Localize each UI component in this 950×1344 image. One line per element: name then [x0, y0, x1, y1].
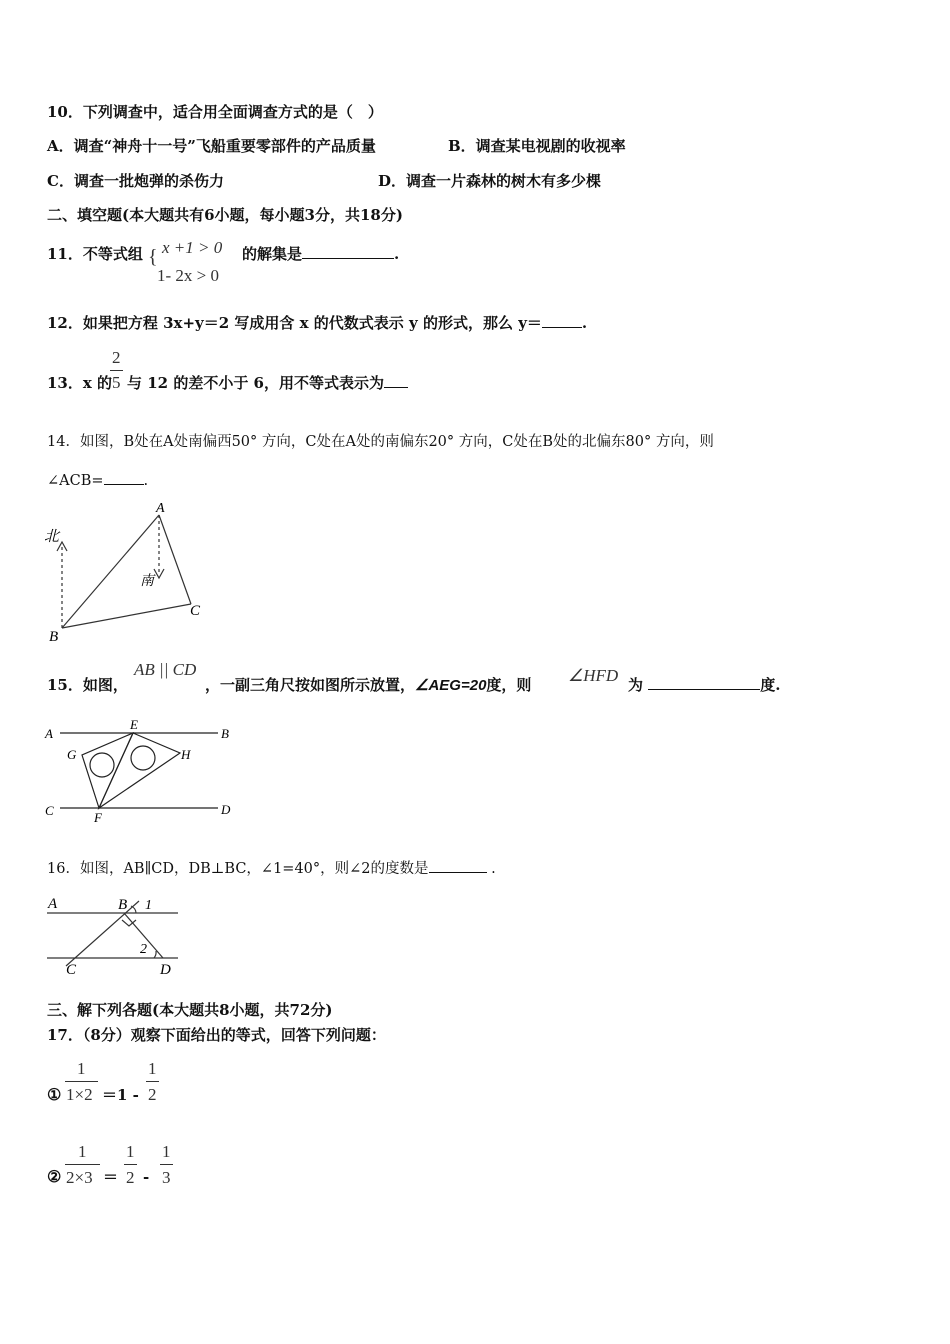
q17-eq2-bar-2: [160, 1164, 173, 1165]
q17-eq2-equals: ＝: [103, 1168, 119, 1186]
q12-text: 12．如果把方程 3x+y＝2 写成用含 x 的代数式表示 y 的形式，那么 y＝: [47, 314, 542, 332]
q12-line: 12．如果把方程 3x+y＝2 写成用含 x 的代数式表示 y 的形式，那么 y＝ .: [47, 314, 588, 332]
q17-eq2-bar-1: [124, 1164, 137, 1165]
q15-label-d: D: [221, 802, 231, 817]
q17-stem: 17．（8分）观察下面给出的等式，回答下列问题：: [47, 1026, 386, 1044]
q15-suffix: 为: [628, 676, 644, 694]
q16-label-d: D: [160, 962, 171, 978]
q16-label-2: 2: [140, 942, 147, 957]
section-2-header: 二、填空题(本大题共有6小题，每小题3分，共18分): [47, 206, 403, 224]
q17-eq1-right-numerator: 1: [148, 1059, 157, 1078]
q16-angle-2-arc: [154, 951, 156, 958]
q14-line-1: 14．如图，B处在A处南偏西50° 方向，C处在A处的南偏东20° 方向，C处在B处的北偏东80° 方向，则: [47, 434, 714, 450]
q17-eq2-d2: 3: [162, 1168, 171, 1187]
q17-eq1-denominator: 1×2: [66, 1085, 93, 1104]
q17-eq1-frac-bar: [65, 1081, 98, 1082]
q15-label-e: E: [130, 717, 138, 732]
q15-label-g: G: [67, 747, 77, 762]
q11-suffix-text: 的解集是: [242, 245, 303, 263]
q15-math-hfd: ∠HFD: [568, 666, 619, 685]
q17-eq1-right-bar: [146, 1081, 159, 1082]
q15-label-c: C: [45, 803, 54, 818]
q13-suffix: 与 12 的差不小于 6，用不等式表示为: [127, 374, 384, 392]
q17-eq2-d1: 2: [126, 1168, 135, 1187]
q14-angle-label: ∠ACB=: [47, 473, 104, 489]
q15-angle-aeg: ∠AEG=20: [415, 677, 487, 694]
q17-eq2-denominator: 2×3: [66, 1168, 93, 1187]
q14-north-label: 北: [44, 529, 60, 545]
q10-stem: 10．下列调查中，适合用全面调查方式的是（ ）: [47, 103, 383, 121]
q14-point-c: C: [190, 603, 201, 619]
q16-label-c: C: [66, 962, 77, 978]
q17-eq2-frac-bar: [65, 1164, 100, 1165]
q15-label-a: A: [45, 726, 53, 741]
q15-math-parallel: AB || CD: [134, 660, 197, 679]
q16-line-bc: [66, 901, 139, 966]
q11-inequality-2: 1- 2x > 0: [157, 266, 219, 285]
q14-line-2: ∠ACB= .: [47, 470, 148, 491]
q17-eq2-n1: 1: [126, 1142, 135, 1161]
q10-option-a: A．调查“神舟十一号”飞船重要零部件的产品质量: [47, 137, 376, 155]
q13-prefix: 13．x 的: [47, 374, 113, 392]
q17-eq2-minus: -: [143, 1168, 150, 1186]
section-3-header: 三、解下列各题(本大题共8小题，共72分): [47, 1001, 333, 1019]
q11-prefix: 11．不等式组: [47, 245, 143, 263]
q13-frac-numerator: 2: [112, 348, 121, 367]
q16-text: 16．如图，AB∥CD，DB⊥BC，∠1=40°，则∠2的度数是: [47, 861, 429, 877]
q15-label-b: B: [221, 726, 229, 741]
q14-south-label: 南: [140, 574, 154, 589]
q15-unit: 度.: [760, 676, 781, 694]
q14-point-b: B: [49, 629, 59, 645]
q15-prefix: 15．如图，: [47, 676, 128, 694]
q17-eq2-numerator: 1: [78, 1142, 87, 1161]
q17-eq1-right-denominator: 2: [148, 1085, 157, 1104]
q17-eq2-mark: ②: [47, 1167, 62, 1186]
q15-label-f: F: [94, 810, 102, 825]
q10-option-c: C．调查一批炮弹的杀伤力: [47, 172, 224, 190]
q15-deg-text: 度，则: [486, 676, 532, 694]
q17-eq2-n2: 1: [162, 1142, 171, 1161]
q15-label-h: H: [181, 747, 191, 762]
q10-option-d: D．调查一片森林的树木有多少棵: [378, 172, 602, 190]
q17-eq1-numerator: 1: [77, 1059, 86, 1078]
q10-option-b: B．调查某电视剧的收视率: [448, 137, 626, 155]
q16-end: .: [491, 861, 496, 877]
q16-label-a: A: [48, 896, 58, 912]
q11-suffix: 的解集是 .: [242, 245, 400, 263]
q15-mid-text: ，一副三角尺按如图所示放置，: [205, 676, 416, 694]
q13-frac-denominator: 5: [112, 373, 121, 392]
q14-point-a: A: [156, 501, 165, 516]
q17-eq1-mark: ①: [47, 1085, 62, 1104]
q11-inequality-1: x +1 > 0: [162, 238, 223, 257]
q17-eq1-equals: ＝1 -: [102, 1086, 139, 1104]
q16-label-1: 1: [145, 898, 152, 913]
q11-brace: {: [148, 246, 158, 268]
q16-label-b: B: [118, 897, 128, 913]
